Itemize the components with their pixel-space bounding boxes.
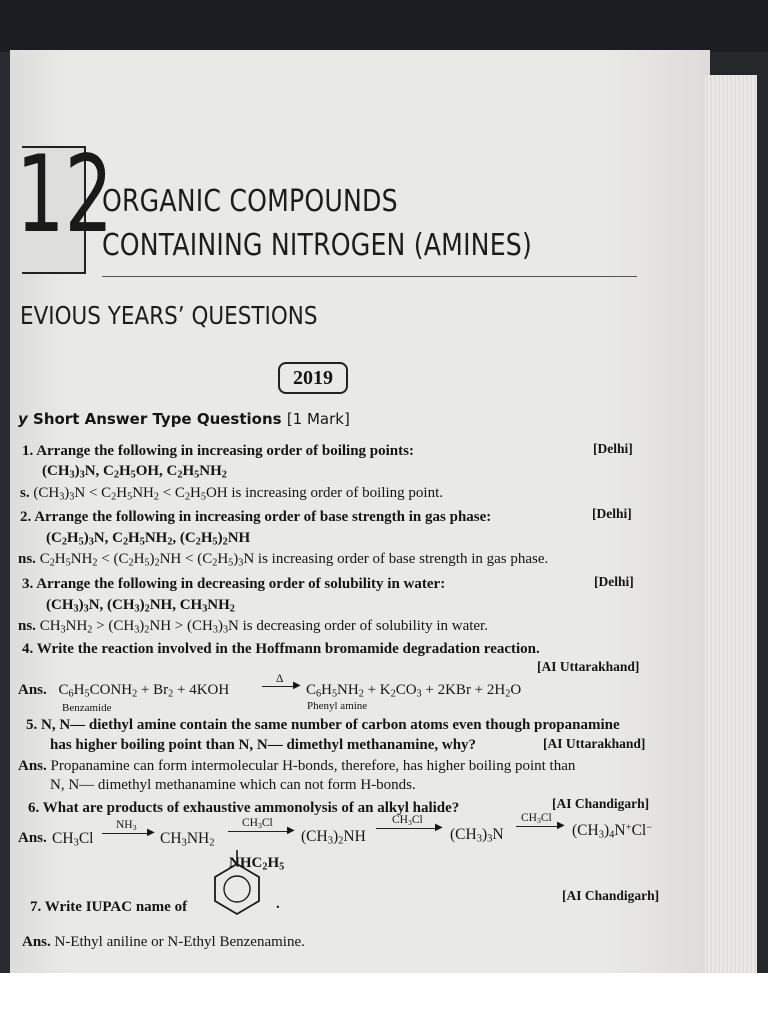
answer-label: Ans. [18,758,47,774]
question-text: Write the reaction involved in the Hoffmann bromamide degradation reaction. [36,641,540,657]
answer-label: s. [20,485,30,501]
question-text: Write IUPAC name of [44,899,188,915]
chapter-title-line1: ORGANIC COMPOUNDS [102,184,398,219]
ammonolysis-step-1: $CH_3NH_2$ [160,830,215,849]
question-number: 5. [26,717,38,733]
reaction-arrow-label: Δ [276,673,284,685]
answer-label: Ans. [18,682,47,698]
answer-1 [20,485,443,502]
aniline-substituent: $NHC_2H_5$ [229,855,285,873]
section-title: Short Answer Type Questions [33,410,282,428]
background-top [0,0,768,52]
question-1-formula: $(CH_3)_3N$, $C_2H_5OH$, $C_2H_5NH_2$ [42,463,227,481]
ammonolysis-step-3: $(CH_3)_3N$ [450,826,504,845]
answer-label: Ans. [22,934,51,950]
question-5-line1 [26,717,620,734]
page-edges [705,75,757,975]
answer-2 [18,551,548,568]
question-3-tag: [Delhi] [594,574,634,589]
question-text: Arrange the following in decreasing order of solubility in water: [36,576,446,592]
question-3 [22,576,445,593]
question-number: 1. [22,443,34,459]
reaction-reactants: $C_6H_5CONH_2 + Br_2 + 4KOH$ [58,682,230,700]
chapter-title-line2: CONTAINING NITROGEN (AMINES) [102,228,532,263]
answer-text: Propanamine can form intermolecular H-bonds, therefore, has higher boiling point than [50,758,576,774]
question-4-tag: [AI Uttarakhand] [537,659,640,674]
question-6-tag: [AI Chandigarh] [552,796,650,811]
question-5-line2: has higher boiling point than N, N— dimethyl methanamine, why? [50,737,477,753]
reagent-2: $CH_3Cl$ [242,817,273,830]
answer-4 [18,682,229,699]
question-text: Arrange the following in increasing order of boiling points: [36,443,414,459]
question-number: 7. [30,899,42,915]
answer-text: $(CH_3)_3N < C_2H_5NH_2 < C_2H_5OH$ is increasing order of boiling point. [33,485,444,503]
answer-5-line2: N, N— dimethyl methanamine which can not form H-bonds. [50,777,416,793]
question-number: 3. [22,576,34,592]
answer-text: N-Ethyl aniline or N-Ethyl Benzenamine. [54,934,305,950]
trailing-dot: . [276,896,280,912]
ammonolysis-step-0: $CH_3Cl$ [52,830,94,849]
question-number: 6. [28,800,40,816]
year-badge: 2019 [278,362,348,394]
section-heading: EVIOUS YEARS’ QUESTIONS [20,301,318,330]
question-text: What are products of exhaustive ammonolysis of an alkyl halide? [42,800,460,816]
question-7 [30,899,187,916]
question-number: 4. [22,641,34,657]
reagent-4: $CH_3Cl$ [521,812,552,825]
section-prefix: y [18,410,28,428]
chapter-number: 12 [16,133,114,256]
answer-text: $CH_3NH_2 > (CH_3)_2NH > (CH_3)_3N$ is decreasing order of solubility in water. [39,618,488,636]
question-2-tag: [Delhi] [592,506,632,521]
question-3-formula: $(CH_3)_3N$, $(CH_3)_2NH$, $CH_3NH_2$ [46,597,235,615]
benzene-ring-diagram [206,850,268,916]
answer-6-label: Ans. [18,830,47,846]
question-4 [22,641,540,658]
question-type-heading [18,410,350,428]
question-text: N, N— diethyl amine contain the same number of carbon atoms even though propanamine [41,717,620,733]
question-number: 2. [20,509,32,525]
title-rule [102,276,637,277]
question-2-formula: $(C_2H_5)_3N$, $C_2H_5NH_2$, $(C_2H_5)_2NH$ [46,530,251,548]
question-text: Arrange the following in increasing order of base strength in gas phase: [34,509,492,525]
answer-label: ns. [18,618,36,634]
reaction-products: $C_6H_5NH_2 + K_2CO_3 + 2KBr + 2H_2O$ [306,682,522,700]
benzamide-label: Benzamide [62,702,112,714]
answer-label: ns. [18,551,36,567]
answer-3 [18,618,488,635]
reagent-3: $CH_3Cl$ [392,814,423,827]
question-1-tag: [Delhi] [593,441,633,456]
question-5-tag: [AI Uttarakhand] [543,736,646,751]
ammonolysis-step-2: $(CH_3)_2NH$ [301,828,366,847]
section-marks: [1 Mark] [286,410,350,428]
reagent-1: $NH_3$ [116,819,137,832]
phenyl-amine-label: Phenyl amine [307,700,368,712]
answer-7 [22,934,305,951]
ammonolysis-step-4: $(CH_3)_4N^+Cl^-$ [572,822,653,841]
question-7-tag: [AI Chandigarh] [562,888,660,903]
answer-5-line1 [18,758,575,775]
answer-text: $C_2H_5NH_2 < (C_2H_5)_2NH < (C_2H_5)_3N$ is increasing order of base strength in gas phase. [39,551,549,569]
question-2 [20,509,491,526]
question-1 [22,443,414,460]
background-bottom [0,973,768,1024]
